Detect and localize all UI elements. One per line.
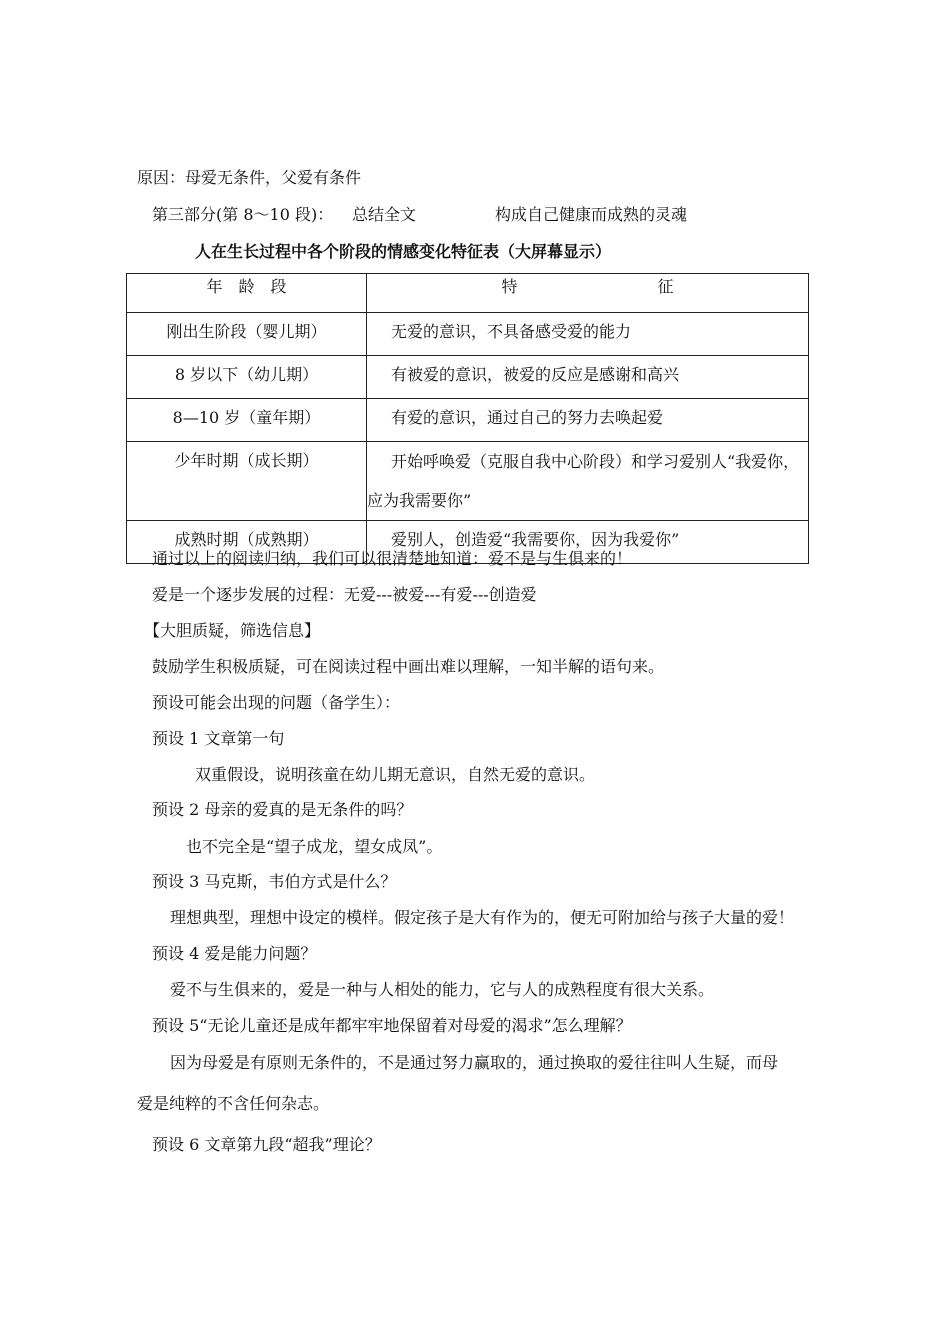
paragraph: 通过以上的阅读归纳，我们可以很清楚地知道：爱不是与生俱来的！ bbox=[152, 549, 633, 568]
header-feature-label-b: 征 bbox=[657, 277, 674, 296]
row-age: 8 岁以下（幼儿期） bbox=[127, 356, 367, 399]
header-age-label: 年 龄 段 bbox=[206, 277, 287, 296]
part3-summary: 总结全文 bbox=[352, 205, 417, 224]
row-feature: 开始呼唤爱（克服自我中心阶段）和学习爱别人“我爱你，应为我需要你” bbox=[367, 442, 809, 521]
header-feature bbox=[367, 274, 809, 313]
question-2: 预设 2 母亲的爱真的是无条件的吗？ bbox=[152, 800, 413, 819]
answer-3: 理想典型，理想中设定的模样。假定孩子是大有作为的，便无可附加给与孩子大量的爱！ bbox=[170, 908, 795, 927]
reason-line: 原因：母爱无条件，父爱有条件 bbox=[137, 168, 362, 187]
table-row bbox=[127, 356, 809, 399]
table-row bbox=[127, 313, 809, 356]
row-feature: 爱别人，创造爱“我需要你，因为我爱你” bbox=[367, 521, 809, 564]
row-age: 少年时期（成长期） bbox=[127, 442, 367, 521]
paragraph: 鼓励学生积极质疑，可在阅读过程中画出难以理解，一知半解的语句来。 bbox=[152, 657, 665, 676]
answer-5-line-2: 爱是纯粹的不含任何杂志。 bbox=[137, 1094, 330, 1113]
paragraph: 爱是一个逐步发展的过程：无爱---被爱---有爱---创造爱 bbox=[152, 585, 537, 604]
question-1: 预设 1 文章第一句 bbox=[152, 729, 285, 748]
row-age: 成熟时期（成熟期） bbox=[127, 521, 367, 564]
answer-1: 双重假设，说明孩童在幼儿期无意识，自然无爱的意识。 bbox=[195, 765, 596, 784]
question-5: 预设 5“无论儿童还是成年都牢牢地保留着对母爱的渴求”怎么理解？ bbox=[152, 1016, 632, 1035]
emotion-stage-table bbox=[126, 273, 809, 564]
answer-2: 也不完全是“望子成龙，望女成凤”。 bbox=[186, 837, 443, 856]
row-feature: 有被爱的意识，被爱的反应是感谢和高兴 bbox=[367, 356, 809, 399]
table-title: 人在生长过程中各个阶段的情感变化特征表（大屏幕显示） bbox=[195, 242, 612, 261]
paragraph: 预设可能会出现的问题（备学生）： bbox=[152, 693, 401, 712]
part3-soul: 构成自己健康而成熟的灵魂 bbox=[495, 205, 688, 224]
section-heading: 【大胆质疑，筛选信息】 bbox=[144, 621, 321, 640]
table-header-row bbox=[127, 274, 809, 313]
question-4: 预设 4 爱是能力问题？ bbox=[152, 944, 317, 963]
row-feature: 无爱的意识，不具备感受爱的能力 bbox=[367, 313, 809, 356]
header-feature-label-a: 特 bbox=[501, 277, 518, 296]
answer-4: 爱不与生俱来的，爱是一种与人相处的能力，它与人的成熟程度有很大关系。 bbox=[170, 980, 715, 999]
header-age bbox=[127, 274, 367, 313]
question-6: 预设 6 文章第九段“超我”理论？ bbox=[152, 1135, 381, 1154]
part3-label: 第三部分(第 8～10 段)： bbox=[152, 205, 334, 224]
table-row bbox=[127, 399, 809, 442]
question-3: 预设 3 马克斯，韦伯方式是什么？ bbox=[152, 872, 397, 891]
table-row bbox=[127, 442, 809, 521]
row-age: 刚出生阶段（婴儿期） bbox=[127, 313, 367, 356]
row-feature: 有爱的意识，通过自己的努力去唤起爱 bbox=[367, 399, 809, 442]
answer-5-line-1: 因为母爱是有原则无条件的，不是通过努力赢取的，通过换取的爱往往叫人生疑，而母 bbox=[170, 1053, 779, 1072]
row-age: 8—10 岁（童年期） bbox=[127, 399, 367, 442]
